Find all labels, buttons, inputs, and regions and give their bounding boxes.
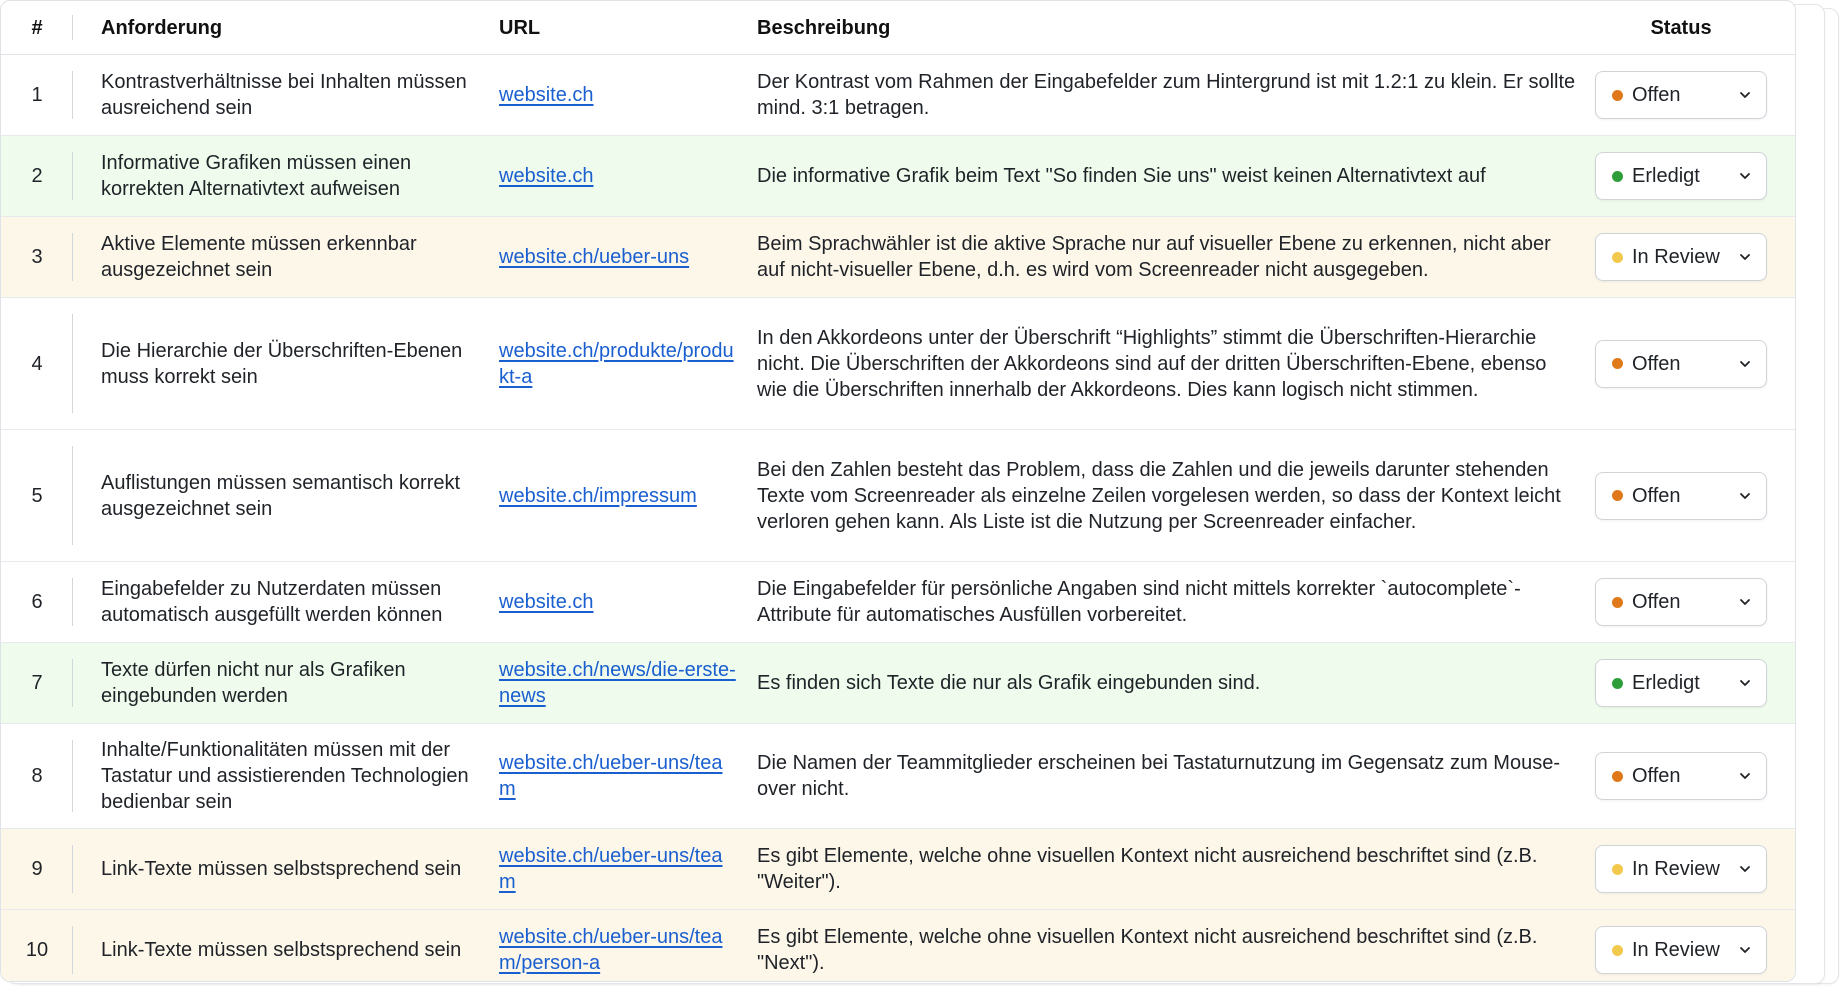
status-label: In Review [1632,246,1720,268]
row-number: 7 [31,672,43,694]
status-dot [1612,945,1623,956]
url-link[interactable]: website.ch/impressum [499,484,697,507]
column-divider [72,926,73,974]
requirement-text: Texte dürfen nicht nur als Grafiken eingebunden werden [101,659,406,707]
url-cell [499,643,739,723]
column-header-requirement: Anforderung [101,16,223,39]
status-cell [1591,298,1771,429]
chevron-down-icon [1738,169,1752,183]
column-divider [72,152,73,200]
status-dot [1612,171,1623,182]
url-link[interactable]: website.ch/produkte/produkt-a [499,339,734,388]
chevron-down-icon [1738,88,1752,102]
table-row [1,829,1796,910]
status-dot [1612,864,1623,875]
url-cell [499,829,739,909]
row-number: 10 [25,939,49,961]
row-number: 1 [31,84,43,106]
table-row [1,562,1796,643]
status-dot [1612,358,1623,369]
status-label: Offen [1632,352,1681,375]
url-cell [499,217,739,297]
status-dot [1612,490,1623,501]
description-text: Der Kontrast vom Rahmen der Eingabefelder zum Hintergrund ist mit 1.2:1 zu klein. Er sollte mind. 3:1 betragen. [757,71,1576,119]
requirement-text: Aktive Elemente müssen erkennbar ausgezeichnet sein [101,233,417,281]
status-dropdown[interactable] [1595,926,1767,974]
url-link[interactable]: website.ch [499,165,594,187]
row-number: 9 [31,858,43,880]
description-text: In den Akkordeons unter der Überschrift “Highlights” stimmt die Überschriften-Hierarchie nicht. Die Überschriften der Akkordeons sind auf der dritten Überschriften-Ebene, ebenso wie die Überschriften innerhalb der Akkordeons. Dies kann logisch nicht stimmen. [757,326,1547,401]
status-dot [1612,678,1623,689]
url-link[interactable]: website.ch [499,591,594,613]
chevron-down-icon [1738,862,1752,876]
column-header-num: # [31,16,43,39]
chevron-down-icon [1738,250,1752,264]
url-link[interactable]: website.ch/ueber-uns [499,246,690,268]
status-dropdown[interactable] [1595,340,1767,388]
table-row [1,643,1796,724]
requirement-text: Link-Texte müssen selbstsprechend sein [101,858,462,880]
status-cell [1591,829,1771,909]
row-number: 5 [31,484,43,507]
chevron-down-icon [1738,769,1752,783]
status-label: Offen [1632,84,1681,106]
description-text: Beim Sprachwähler ist die aktive Sprache nur auf visueller Ebene zu erkennen, nicht aber auf nicht-visueller Ebene, d.h. es wird vom Screenreader nicht ausgegeben. [757,233,1551,281]
status-dropdown[interactable] [1595,752,1767,800]
status-label: Offen [1632,591,1681,613]
status-label: Offen [1632,765,1681,787]
table-row [1,55,1796,136]
requirement-text: Die Hierarchie der Überschriften-Ebenen muss korrekt sein [101,339,463,388]
status-dropdown[interactable] [1595,845,1767,893]
status-cell [1591,910,1771,982]
column-divider [72,446,73,545]
chevron-down-icon [1738,595,1752,609]
status-cell [1591,136,1771,216]
column-divider [72,659,73,707]
description-text: Die Namen der Teammitglieder erscheinen bei Tastaturnutzung im Gegensatz zum Mouse-over nicht. [757,752,1560,800]
url-link[interactable]: website.ch/news/die-erste-news [499,659,736,707]
chevron-down-icon [1738,357,1752,371]
table-row [1,136,1796,217]
column-divider [72,578,73,626]
description-text: Es gibt Elemente, welche ohne visuellen Kontext nicht ausreichend beschriftet sind (z.B. "Next"). [757,926,1538,974]
url-link[interactable]: website.ch/ueber-uns/team/person-a [499,926,723,974]
requirement-text: Eingabefelder zu Nutzerdaten müssen automatisch ausgefüllt werden können [101,578,443,626]
row-number: 6 [31,591,43,613]
column-header-description: Beschreibung [757,16,891,39]
table-row [1,724,1796,829]
status-dropdown[interactable] [1595,71,1767,119]
description-text: Die informative Grafik beim Text "So finden Sie uns" weist keinen Alternativtext auf [757,165,1486,187]
requirement-text: Auflistungen müssen semantisch korrekt ausgezeichnet sein [101,471,461,520]
row-number: 2 [31,165,43,187]
url-cell [499,55,739,135]
status-dot [1612,771,1623,782]
requirement-text: Kontrastverhältnisse bei Inhalten müssen ausreichend sein [101,71,467,119]
status-dropdown[interactable] [1595,578,1767,626]
column-header-status: Status [1650,16,1712,39]
url-cell [499,136,739,216]
status-dot [1612,90,1623,101]
chevron-down-icon [1738,489,1752,503]
column-divider [72,233,73,281]
status-cell [1591,217,1771,297]
description-text: Die Eingabefelder für persönliche Angaben sind nicht mittels korrekter `autocomplete`-Attribute für automatisches Ausfüllen vorbereitet. [757,578,1521,626]
status-dropdown[interactable] [1595,659,1767,707]
status-cell [1591,643,1771,723]
chevron-down-icon [1738,943,1752,957]
status-label: In Review [1632,939,1720,961]
status-cell [1591,55,1771,135]
url-cell [499,298,739,429]
status-label: Offen [1632,484,1681,507]
status-dot [1612,252,1623,263]
url-cell [499,562,739,642]
table-header [1,1,1796,55]
requirement-text: Link-Texte müssen selbstsprechend sein [101,939,462,961]
column-divider [72,740,73,812]
requirement-text: Informative Grafiken müssen einen korrekten Alternativtext aufweisen [101,152,412,200]
status-label: Erledigt [1632,672,1700,694]
row-number: 3 [31,246,43,268]
status-label: In Review [1632,858,1720,880]
column-divider [72,314,73,413]
url-link[interactable]: website.ch/ueber-uns/team [499,752,723,800]
status-dropdown[interactable] [1595,152,1767,200]
status-dropdown[interactable] [1595,472,1767,520]
status-cell [1591,430,1771,561]
column-divider [72,71,73,119]
column-divider [72,15,73,40]
description-text: Bei den Zahlen besteht das Problem, dass die Zahlen und die jeweils darunter stehenden Texte vom Screenreader als einzelne Zeilen vorgelesen werden, so dass der Kontext leicht verloren gehen kann. Als Liste ist die Nutzung per Screenreader einfacher. [757,458,1561,533]
chevron-down-icon [1738,676,1752,690]
status-cell [1591,562,1771,642]
description-text: Es gibt Elemente, welche ohne visuellen Kontext nicht ausreichend beschriftet sind (z.B. "Weiter"). [757,845,1538,893]
table-row [1,430,1796,562]
url-link[interactable]: website.ch [499,84,594,106]
url-cell [499,910,739,982]
column-divider [72,845,73,893]
status-dropdown[interactable] [1595,233,1767,281]
table-row [1,217,1796,298]
url-link[interactable]: website.ch/ueber-uns/team [499,845,723,893]
row-number: 4 [31,352,43,375]
status-cell [1591,724,1771,828]
status-dot [1612,597,1623,608]
url-cell [499,724,739,828]
column-header-url: URL [499,16,541,39]
description-text: Es finden sich Texte die nur als Grafik eingebunden sind. [757,672,1261,694]
table-row [1,298,1796,430]
table-row [1,910,1796,982]
requirement-text: Inhalte/Funktionalitäten müssen mit der Tastatur und assistierenden Technologien bedienbar sein [101,739,469,813]
status-label: Erledigt [1632,165,1700,187]
row-number: 8 [31,765,43,787]
url-cell [499,430,739,561]
